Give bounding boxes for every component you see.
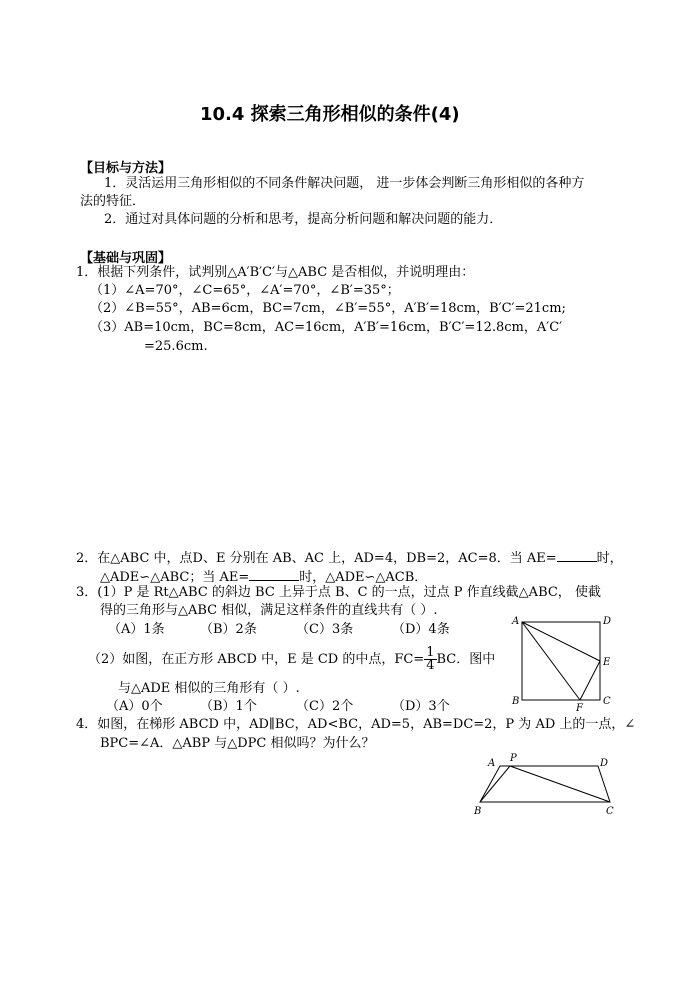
page-title: 10.4 探索三角形相似的条件(4) — [200, 104, 460, 125]
q3-line-1: 3．(1）P 是 Rt△ABC 的斜边 BC 上异于点 B、C 的一点，过点 P 作直线截△ABC， 使截 — [76, 585, 601, 600]
q2-line-1 — [76, 549, 623, 567]
q3-option-b2: （B）1个 — [200, 699, 257, 714]
segment-ef — [580, 661, 600, 700]
q3-option-a2: （A）0个 — [106, 699, 163, 714]
goal-2: 2．通过对具体问题的分析和思考，提高分析问题和解决问题的能力． — [104, 212, 503, 227]
q1-condition-3-line-1: （3）AB=10cm，BC=8cm，AC=16cm，A′B′=16cm，B′C′=12.8cm，A′C′ — [90, 320, 563, 335]
q3-option-d2: （D）3个 — [392, 699, 450, 714]
q2-line-1-text-a: 2．在△ABC 中，点D、E 分别在 AB、AC 上，AD=4，DB=2，AC=8．当 AE= — [76, 551, 557, 566]
q3-option-b1: （B）2条 — [200, 622, 257, 637]
square-abcd — [522, 622, 600, 700]
label-a: A — [488, 758, 496, 769]
segment-af — [522, 622, 580, 700]
segment-pc — [510, 766, 610, 802]
q3-part-2-line-2: 与△ADE 相似的三角形有（ ）. — [118, 681, 300, 696]
label-e: E — [603, 657, 611, 668]
q3-option-c2: （C）2个 — [296, 699, 354, 714]
label-a: A — [512, 616, 520, 627]
label-d: D — [600, 758, 609, 769]
label-f: F — [576, 703, 583, 712]
label-b: B — [512, 696, 520, 707]
segment-ae — [522, 622, 600, 661]
q2-line-2-text-b: 时，△ADE∽△ACB． — [299, 570, 428, 585]
q3-option-d1: （D）4条 — [392, 622, 450, 637]
q3-part-2-text-a: （2）如图，在正方形 ABCD 中，E 是 CD 的中点，FC= — [88, 652, 425, 667]
label-c: C — [603, 696, 611, 707]
trapezoid-abcd — [480, 766, 610, 802]
q2-line-2 — [100, 568, 427, 586]
label-c: C — [606, 806, 614, 817]
q1-stem: 1．根据下列条件，试判别△A′B′C′与△ABC 是否相似，并说明理由： — [76, 265, 475, 280]
segment-pb — [480, 766, 510, 802]
label-p: P — [510, 753, 517, 764]
q4-line-1: 4．如图，在梯形 ABCD 中，AD∥BC，AD<BC，AD=5，AB=DC=2，P 为 AD 上的一点，∠ — [76, 717, 636, 732]
goals-heading: 【目标与方法】 — [80, 161, 172, 176]
label-d: D — [603, 616, 612, 627]
square-figure — [508, 612, 620, 712]
q3-line-2: 得的三角形与△ABC 相似，满足这样条件的直线共有（ ）. — [100, 603, 438, 618]
q1-condition-3-line-2: =25.6cm. — [144, 339, 208, 354]
q3-option-a1: （A）1条 — [108, 622, 165, 637]
basics-heading: 【基础与巩固】 — [80, 251, 172, 266]
q2-line-1-text-b: 时， — [596, 551, 623, 566]
q2-answer-blank-2[interactable] — [249, 568, 299, 581]
label-b: B — [474, 806, 482, 817]
goal-1-line-2: 法的特征． — [80, 194, 146, 209]
q3-part-2-line-1 — [88, 647, 495, 672]
q4-line-2: BPC=∠A．△ABP 与△DPC 相似吗？为什么？ — [100, 736, 375, 751]
q3-part-2-text-b: BC．图中 — [436, 652, 496, 667]
q1-condition-2: （2）∠B=55°，AB=6cm，BC=7cm，∠B′=55°，A′B′=18cm，B′C′=21cm; — [90, 301, 566, 316]
goal-1-line-1: 1．灵活运用三角形相似的不同条件解决问题， 进一步体会判断三角形相似的各种方 — [104, 176, 585, 191]
q1-condition-1: （1）∠A=70°，∠C=65°，∠A′=70°，∠B′=35°； — [90, 283, 400, 298]
q2-answer-blank-1[interactable] — [557, 549, 597, 562]
fraction-one-quarter: $\frac{1}{4}$ — [426, 645, 435, 673]
q2-line-2-text-a: △ADE∽△ABC；当 AE= — [100, 570, 250, 585]
q3-option-c1: （C）3条 — [296, 622, 354, 637]
trapezoid-figure — [470, 752, 620, 818]
